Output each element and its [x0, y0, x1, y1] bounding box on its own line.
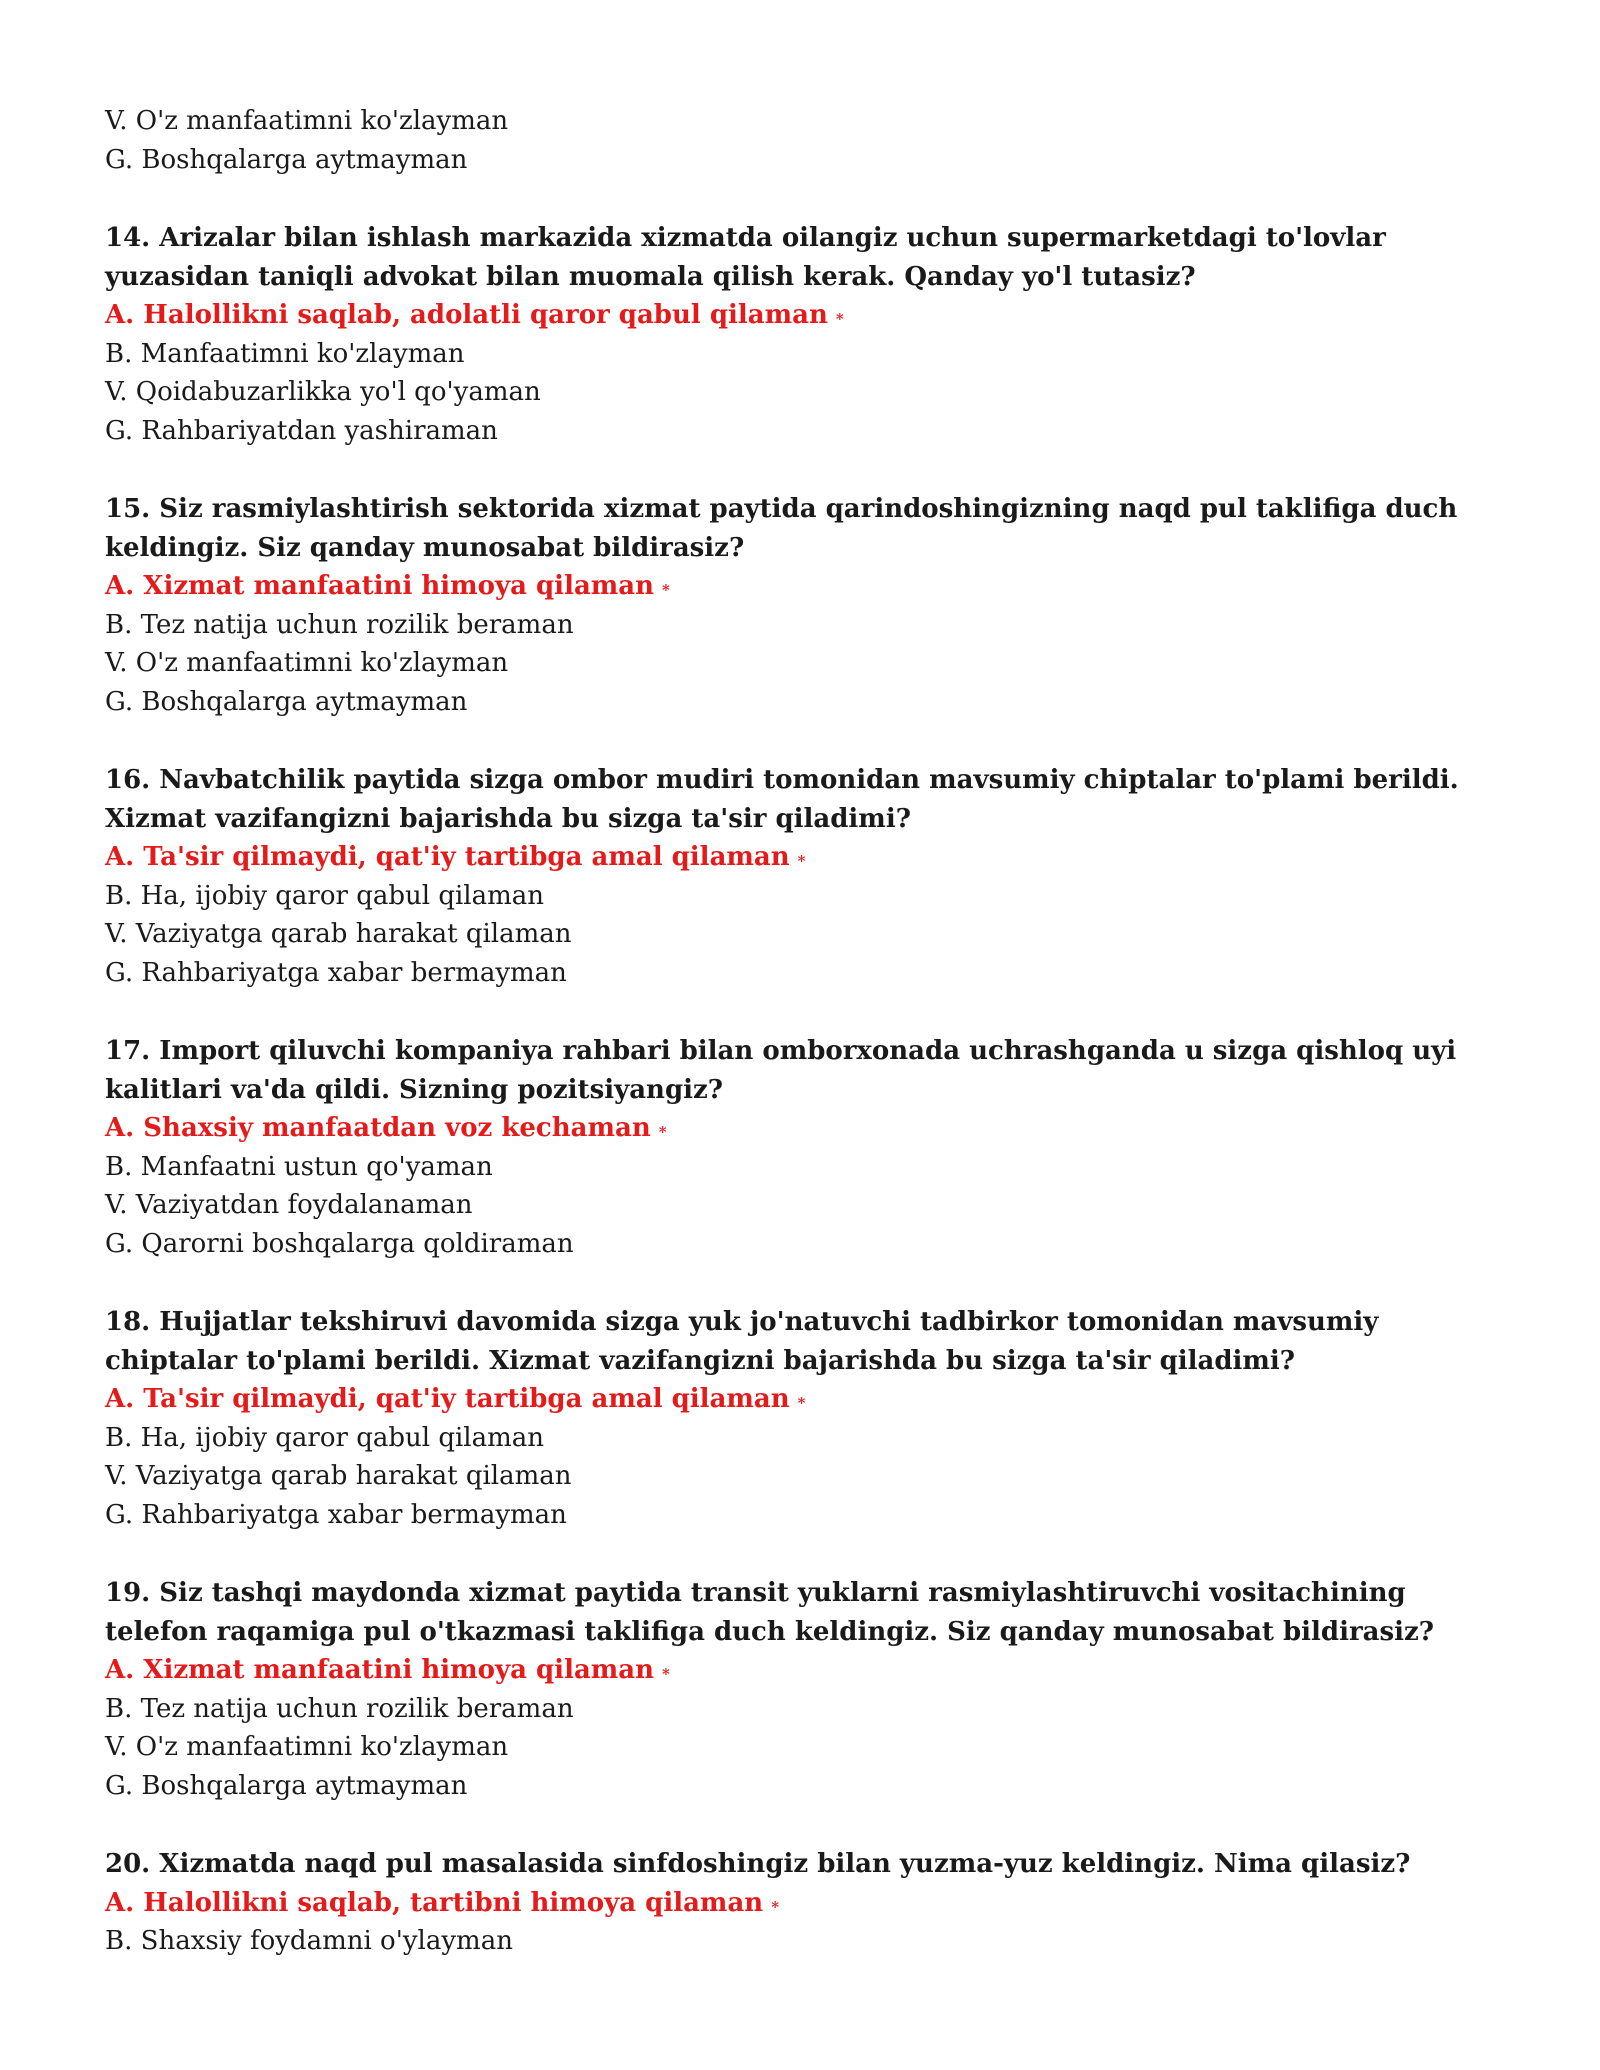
option-v: V. O'z manfaatimni ko'zlayman	[105, 106, 509, 136]
correct-marker: *	[658, 1123, 667, 1141]
correct-marker: *	[835, 310, 844, 328]
question-20	[105, 1845, 1500, 1961]
option-b: B. Ha, ijobiy qaror qabul qilaman	[105, 1422, 544, 1453]
question-19	[105, 1574, 1500, 1805]
option-b: B. Tez natija uchun rozilik beraman	[105, 609, 574, 640]
option-b: B. Shaxsiy foydamni o'ylayman	[105, 1926, 513, 1956]
question-text: 15. Siz rasmiylashtirish sektorida xizmat paytida qarindoshingizning naqd pul taklifiga duch keldingiz. Siz qanday munosabat bildirasiz?	[105, 494, 1458, 563]
option-label: A. Shaxsiy manfaatdan voz kechaman	[105, 1113, 651, 1143]
correct-option	[105, 1651, 1500, 1690]
option-g: G. Rahbariyatga xabar bermayman	[105, 1499, 567, 1530]
option-label: A. Halollikni saqlab, adolatli qaror qabul qilaman	[105, 300, 828, 330]
question-15	[105, 490, 1500, 721]
option-v: V. Vaziyatga qarab harakat qilaman	[105, 919, 572, 949]
question-text: 17. Import qiluvchi kompaniya rahbari bilan omborxonada uchrashganda u sizga qishloq uyi kalitlari va'da qildi. Sizning pozitsiyangiz?	[105, 1036, 1457, 1105]
option-v: V. Vaziyatga qarab harakat qilaman	[105, 1461, 572, 1491]
correct-marker: *	[797, 1394, 806, 1412]
option-g: G. Boshqalarga aytmayman	[105, 144, 468, 175]
option-g: G. Rahbariyatga xabar bermayman	[105, 957, 567, 988]
option-label: A. Xizmat manfaatini himoya qilaman	[105, 1655, 655, 1685]
correct-option	[105, 567, 1500, 606]
option-label: A. Xizmat manfaatini himoya qilaman	[105, 571, 655, 601]
option-v: V. O'z manfaatimni ko'zlayman	[105, 1732, 509, 1762]
correct-option	[105, 838, 1500, 877]
option-label: A. Ta'sir qilmaydi, qat'iy tartibga amal qilaman	[105, 1384, 790, 1414]
option-g: G. Boshqalarga aytmayman	[105, 1770, 468, 1801]
option-b: B. Manfaatimni ko'zlayman	[105, 338, 465, 369]
correct-option	[105, 296, 1500, 335]
question-17	[105, 1032, 1500, 1263]
question-14	[105, 219, 1500, 450]
question-text: 19. Siz tashqi maydonda xizmat paytida transit yuklarni rasmiylashtiruvchi vositachining telefon raqamiga pul o'tkazmasi taklifiga duch keldingiz. Siz qanday munosabat bildirasiz?	[105, 1578, 1435, 1647]
question-16	[105, 761, 1500, 992]
option-b: B. Ha, ijobiy qaror qabul qilaman	[105, 880, 544, 911]
question-text: 16. Navbatchilik paytida sizga ombor mudiri tomonidan mavsumiy chiptalar to'plami berildi. Xizmat vazifangizni bajarishda bu sizga ta'sir qiladimi?	[105, 765, 1459, 834]
previous-question-options	[105, 102, 1500, 179]
correct-marker: *	[771, 1897, 780, 1916]
correct-marker: *	[797, 852, 806, 870]
option-g: G. Rahbariyatdan yashiraman	[105, 415, 498, 446]
question-text: 18. Hujjatlar tekshiruvi davomida sizga yuk jo'natuvchi tadbirkor tomonidan mavsumiy chiptalar to'plami berildi. Xizmat vazifangizni bajarishda bu sizga ta'sir qiladimi?	[105, 1307, 1379, 1376]
option-v: V. O'z manfaatimni ko'zlayman	[105, 648, 509, 678]
question-text: 14. Arizalar bilan ishlash markazida xizmatda oilangiz uchun supermarketdagi to'lovlar yuzasidan taniqli advokat bilan muomala qilish kerak. Qanday yo'l tutasiz?	[105, 223, 1386, 292]
correct-option	[105, 1884, 1500, 1923]
option-b: B. Manfaatni ustun qo'yaman	[105, 1151, 493, 1182]
option-v: V. Qoidabuzarlikka yo'l qo'yaman	[105, 377, 541, 407]
option-b: B. Tez natija uchun rozilik beraman	[105, 1693, 574, 1724]
option-g: G. Boshqalarga aytmayman	[105, 686, 468, 717]
correct-marker: *	[662, 581, 670, 599]
option-label: A. Halollikni saqlab, tartibni himoya qilaman	[105, 1887, 764, 1918]
correct-option	[105, 1109, 1500, 1148]
correct-marker: *	[662, 1665, 670, 1683]
option-g: G. Qarorni boshqalarga qoldiraman	[105, 1228, 574, 1259]
question-18	[105, 1303, 1500, 1534]
correct-option	[105, 1380, 1500, 1419]
option-v: V. Vaziyatdan foydalanaman	[105, 1190, 473, 1220]
option-label: A. Ta'sir qilmaydi, qat'iy tartibga amal qilaman	[105, 842, 790, 872]
question-text: 20. Xizmatda naqd pul masalasida sinfdoshingiz bilan yuzma-yuz keldingiz. Nima qilasiz?	[105, 1849, 1411, 1879]
